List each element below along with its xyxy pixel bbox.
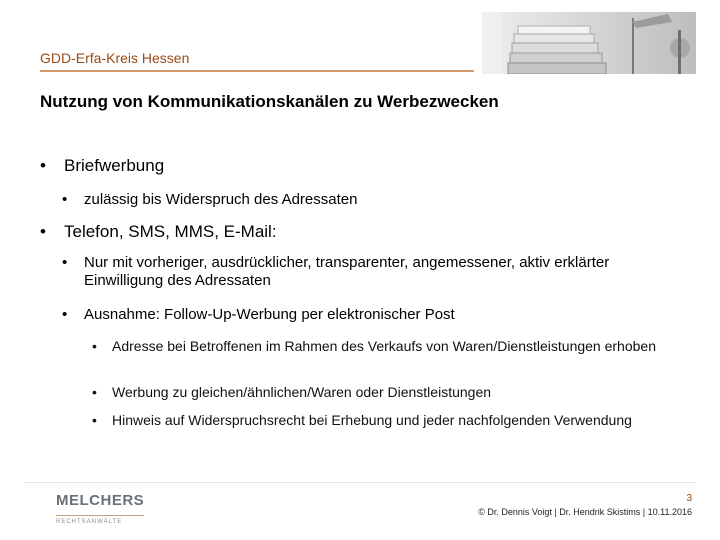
- bullet-text: Briefwerbung: [64, 156, 165, 175]
- bullet-item: [92, 337, 682, 355]
- bullet-marker: •: [92, 412, 97, 428]
- logo-tagline: RECHTSANWÄLTE: [56, 519, 123, 525]
- footer-divider: [24, 482, 696, 483]
- bullet-marker: •: [40, 156, 46, 175]
- bullet-item: [92, 411, 682, 429]
- bullet-text: Ausnahme: Follow-Up-Werbung per elektronischer Post: [84, 306, 455, 323]
- bullet-text: Hinweis auf Widerspruchsrecht bei Erhebung und jeder nachfolgenden Verwendung: [112, 412, 632, 428]
- header-photo: [482, 12, 696, 74]
- bullet-item: [62, 254, 662, 290]
- bullet-marker: •: [40, 222, 46, 241]
- bullet-text: Telefon, SMS, MMS, E-Mail:: [64, 222, 277, 241]
- bullet-item: [40, 156, 164, 176]
- logo-divider: [56, 515, 144, 516]
- slide-title: Nutzung von Kommunikationskanälen zu Werbezwecken: [40, 92, 499, 111]
- section-title: GDD-Erfa-Kreis Hessen: [40, 50, 190, 66]
- bullet-marker: •: [62, 306, 68, 323]
- bullet-text: zulässig bis Widerspruch des Adressaten: [84, 191, 358, 208]
- bullet-marker: •: [62, 191, 68, 208]
- bullet-marker: •: [92, 384, 97, 400]
- bullet-text: Werbung zu gleichen/ähnlichen/Waren oder Dienstleistungen: [112, 384, 492, 400]
- bullet-marker: •: [62, 254, 68, 271]
- bullet-item: [92, 383, 682, 401]
- bullet-marker: •: [92, 338, 97, 354]
- bullet-text: Adresse bei Betroffenen im Rahmen des Verkaufs von Waren/Dienstleistungen erhoben: [112, 338, 656, 354]
- bullet-item: [40, 222, 277, 242]
- bullet-item: [62, 191, 662, 209]
- header-divider: [40, 70, 474, 72]
- footer-credit: © Dr. Dennis Voigt | Dr. Hendrik Skistims | 10.11.2016: [478, 507, 692, 517]
- company-logo: [56, 492, 144, 525]
- logo-name: MELCHERS: [56, 492, 145, 509]
- bullet-text: Nur mit vorheriger, ausdrücklicher, transparenter, angemessener, aktiv erklärter Einwilligung des Adressaten: [84, 254, 610, 289]
- bullet-item: [62, 306, 662, 324]
- page-number: 3: [686, 493, 692, 504]
